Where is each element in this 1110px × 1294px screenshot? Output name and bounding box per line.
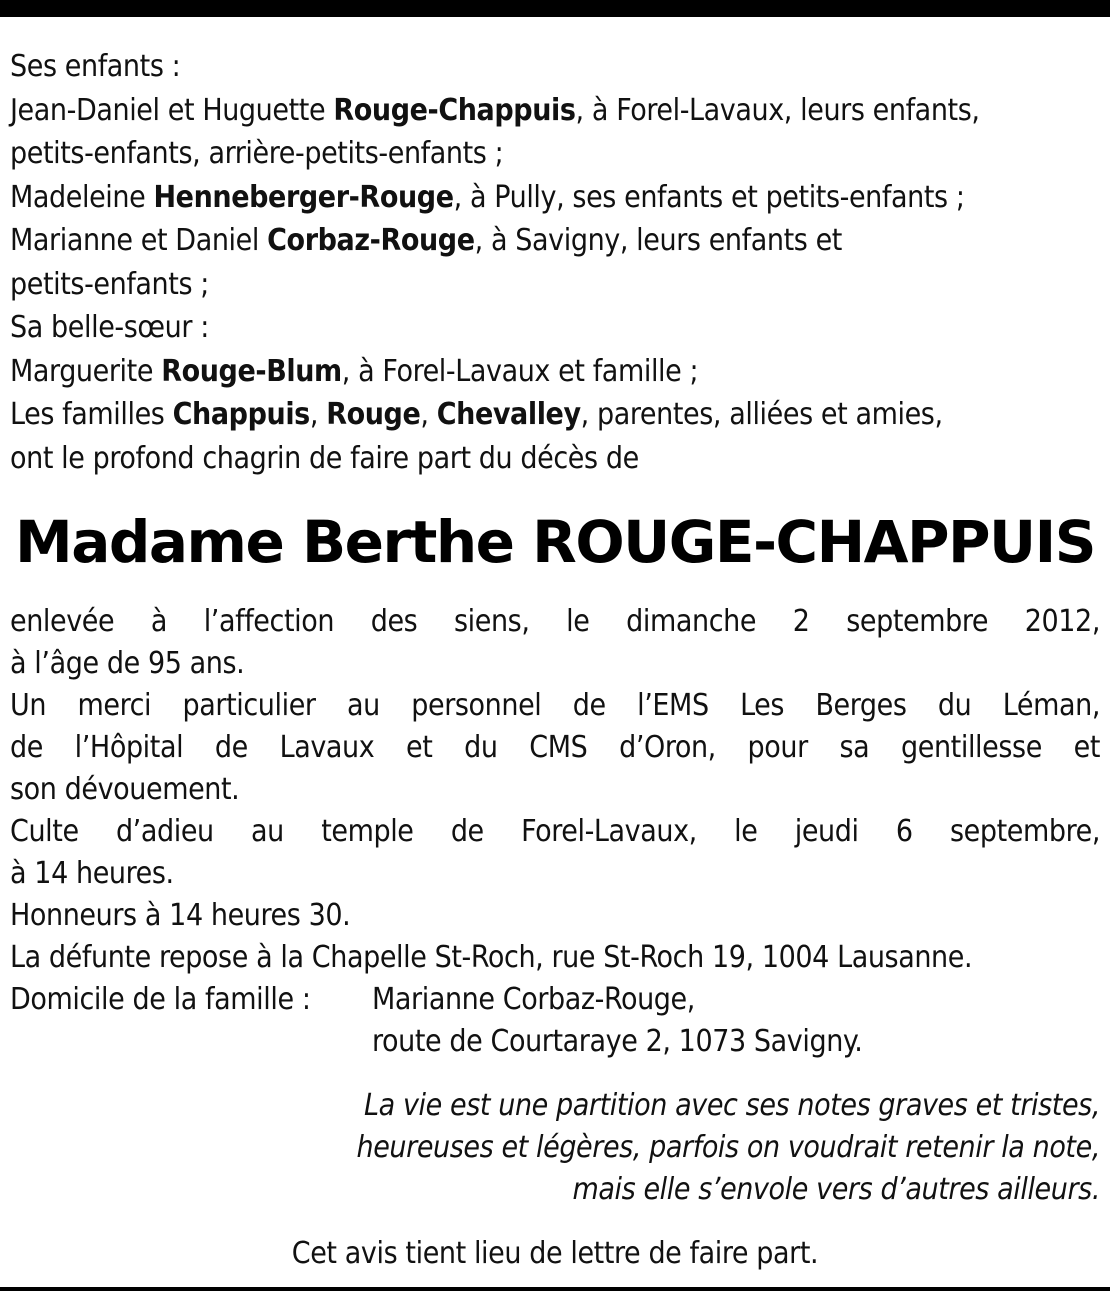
quote-line: mais elle s’envole vers d’autres ailleurs. [572,1172,1100,1207]
family-line: Les familles Chappuis, Rouge, Chevalley, parentes, alliées et amies, [10,397,943,432]
family-domicile-address [10,1021,1100,1063]
detail-line: à l’âge de 95 ans. [10,646,245,681]
family-surname: Chappuis [172,397,310,432]
memorial-quote [150,1085,1100,1211]
domicile-name: Marianne Corbaz-Rouge, [372,982,695,1017]
family-surname: Corbaz-Rouge [267,223,475,258]
top-border-rule [0,0,1110,17]
bottom-border-rule [0,1287,1110,1291]
notice-footer: Cet avis tient lieu de lettre de faire part. [291,1236,819,1271]
family-line: Marguerite Rouge-Blum, à Forel-Lavaux et famille ; [10,353,699,389]
family-surname: Rouge-Blum [161,353,342,389]
detail-line: enlevée à l’affection des siens, le dimanche 2 septembre 2012, [10,604,1100,639]
family-line: Jean-Daniel et Huguette Rouge-Chappuis, à Forel-Lavaux, leurs enfants, [10,92,980,128]
detail-line: Honneurs à 14 heures 30. [10,898,351,933]
quote-line: La vie est une partition avec ses notes graves et tristes, [364,1088,1100,1123]
family-domicile [10,979,1100,1021]
family-surname: Chevalley [436,397,581,432]
detail-line: Culte d’adieu au temple de Forel-Lavaux, le jeudi 6 septembre, [10,814,1100,849]
family-line: petits-enfants, arrière-petits-enfants ; [10,136,504,171]
family-line: Sa belle-sœur : [10,310,209,345]
family-surname: Rouge [326,397,421,432]
quote-line: heureuses et légères, parfois on voudrait retenir la note, [356,1130,1100,1165]
family-announcement [10,45,1100,480]
detail-line: La défunte repose à la Chapelle St-Roch, rue St-Roch 19, 1004 Lausanne. [10,940,973,975]
family-line: Madeleine Henneberger-Rouge, à Pully, ses enfants et petits-enfants ; [10,179,965,215]
detail-line: à 14 heures. [10,856,174,891]
detail-line: son dévouement. [10,772,240,807]
family-surname: Henneberger-Rouge [153,179,454,215]
family-line: ont le profond chagrin de faire part du décès de [10,440,639,476]
family-line: Ses enfants : [10,49,181,84]
domicile-address: route de Courtaraye 2, 1073 Savigny. [372,1024,863,1059]
family-line: Marianne et Daniel Corbaz-Rouge, à Savigny, leurs enfants et [10,223,842,258]
family-surname: Rouge-Chappuis [333,92,576,128]
domicile-label: Domicile de la famille : [10,982,311,1017]
obituary-details [10,601,1100,1063]
detail-line: de l’Hôpital de Lavaux et du CMS d’Oron, pour sa gentillesse et [10,730,1100,765]
family-line: petits-enfants ; [10,266,209,302]
deceased-name-heading: Madame Berthe ROUGE-CHAPPUIS [15,508,1095,576]
detail-line: Un merci particulier au personnel de l’EMS Les Berges du Léman, [10,688,1100,723]
